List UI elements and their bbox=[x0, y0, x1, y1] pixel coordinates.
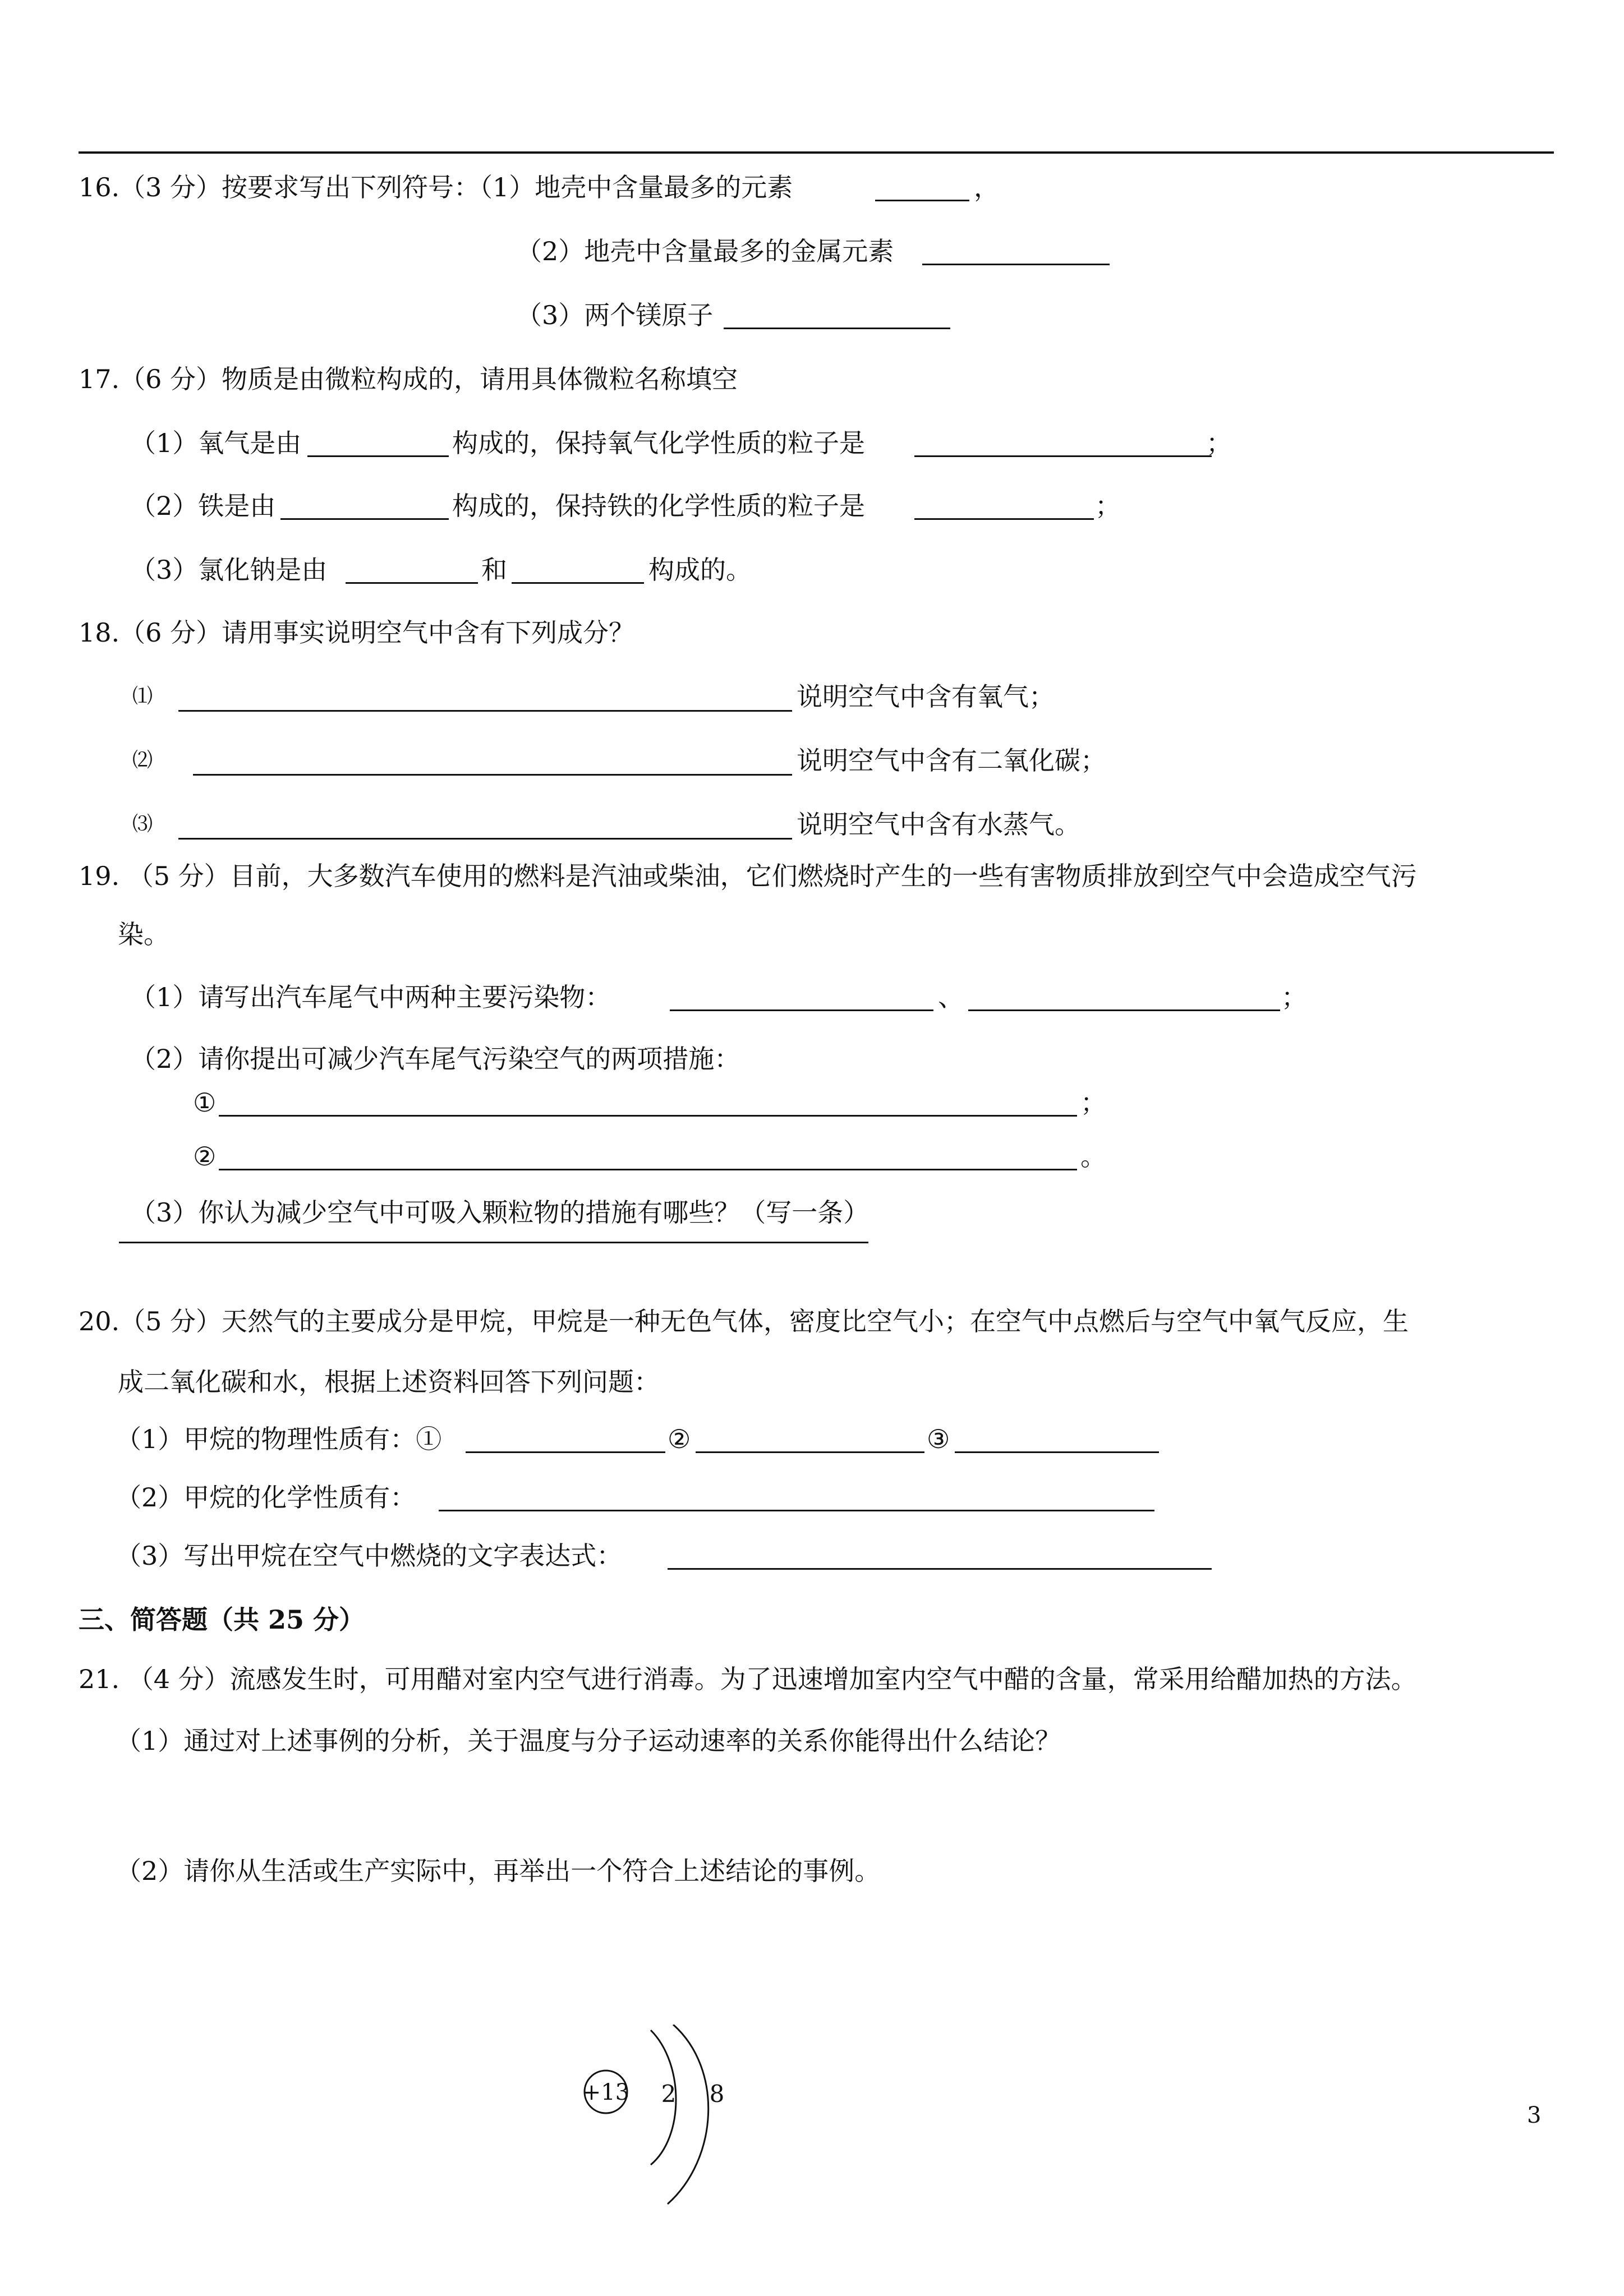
q16-stem: 16.（3 分）按要求写出下列符号：（1）地壳中含量最多的元素 bbox=[79, 172, 793, 202]
q16-stem-end: ， bbox=[974, 172, 1000, 202]
q20-stem-line-2: 成二氧化碳和水，根据上述资料回答下列问题： bbox=[118, 1367, 660, 1397]
atom-structure-svg bbox=[578, 2025, 740, 2210]
q17-blank-2b bbox=[914, 518, 1094, 520]
q16-part-2: （2）地壳中含量最多的金属元素 bbox=[516, 236, 894, 266]
nucleus-charge-label: +13 bbox=[582, 2080, 630, 2105]
q19-blank-measure-2 bbox=[219, 1169, 1077, 1170]
q19-measure-2-end: 。 bbox=[1080, 1141, 1106, 1172]
q21-part-2: （2）请你从生活或生产实际中，再举出一个符合上述结论的事例。 bbox=[116, 1856, 881, 1886]
q17-part-2c: ； bbox=[1095, 491, 1121, 521]
q16-blank-2 bbox=[922, 264, 1110, 265]
q17-stem: 17.（6 分）物质是由微粒构成的，请用具体微粒名称填空 bbox=[79, 364, 738, 394]
q20-blank-3 bbox=[668, 1568, 1212, 1570]
q19-measure-1-end: ； bbox=[1080, 1087, 1106, 1118]
q20-blank-2 bbox=[439, 1510, 1154, 1511]
q17-part-3c: 构成的。 bbox=[648, 555, 752, 585]
q17-part-1a: （1）氧气是由 bbox=[130, 428, 302, 458]
q19-part-1-separator: 、 bbox=[938, 982, 964, 1012]
q18-item-2-text: 说明空气中含有二氧化碳； bbox=[797, 745, 1106, 776]
q18-item-1-number: ⑴ bbox=[132, 685, 153, 708]
q19-part-1: （1）请写出汽车尾气中两种主要污染物： bbox=[130, 982, 611, 1012]
q18-item-3-text: 说明空气中含有水蒸气。 bbox=[797, 809, 1080, 840]
q18-blank-2 bbox=[193, 774, 792, 776]
q17-blank-1b bbox=[914, 455, 1212, 457]
q21-stem: 21. （4 分）流感发生时，可用醋对室内空气进行消毒。为了迅速增加室内空气中醋的含量，常采用给醋加热的方法。 bbox=[79, 1664, 1417, 1694]
q18-blank-3 bbox=[178, 838, 792, 840]
q17-blank-2a bbox=[280, 518, 449, 520]
q20-blank-1b bbox=[696, 1451, 924, 1453]
q17-part-2a: （2）铁是由 bbox=[130, 491, 276, 521]
q17-blank-3b bbox=[512, 582, 644, 584]
q17-part-3b: 和 bbox=[481, 555, 507, 585]
shell-2-electrons-label: 8 bbox=[709, 2080, 725, 2108]
q19-part-2: （2）请你提出可减少汽车尾气污染空气的两项措施： bbox=[130, 1044, 740, 1074]
q18-item-2-number: ⑵ bbox=[132, 749, 153, 772]
q20-part-1-marker-2: ② bbox=[668, 1424, 691, 1454]
q18-item-3-number: ⑶ bbox=[132, 813, 153, 836]
header-rule bbox=[79, 151, 1554, 154]
q20-part-1-marker-3: ③ bbox=[927, 1424, 950, 1454]
q19-measure-1-marker: ① bbox=[193, 1087, 217, 1118]
q19-blank-1a bbox=[670, 1009, 933, 1011]
q19-stem-line-1: 19. （5 分）目前，大多数汽车使用的燃料是汽油或柴油，它们燃烧时产生的一些有害物质排放到空气中会造成空气污 bbox=[79, 861, 1417, 891]
q16-part-3: （3）两个镁原子 bbox=[516, 300, 714, 330]
q17-part-1b: 构成的，保持氧气化学性质的粒子是 bbox=[452, 428, 865, 458]
q19-blank-3 bbox=[119, 1242, 868, 1243]
q20-part-3: （3）写出甲烷在空气中燃烧的文字表达式： bbox=[116, 1541, 623, 1571]
atom-structure-diagram bbox=[578, 2025, 740, 2210]
electron-shell-arc-2 bbox=[668, 2025, 709, 2204]
q19-blank-1b bbox=[968, 1009, 1280, 1011]
q17-part-3a: （3）氯化钠是由 bbox=[130, 555, 328, 585]
q20-part-1: （1）甲烷的物理性质有：① bbox=[116, 1424, 442, 1454]
q19-part-1-end: ； bbox=[1281, 982, 1307, 1012]
q17-blank-1a bbox=[307, 455, 449, 457]
page-number: 3 bbox=[1527, 2103, 1542, 2128]
q20-stem-line-1: 20.（5 分）天然气的主要成分是甲烷，甲烷是一种无色气体，密度比空气小；在空气中点燃后与空气中氧气反应，生 bbox=[79, 1306, 1409, 1336]
q20-blank-1c bbox=[955, 1451, 1159, 1453]
q19-part-3: （3）你认为减少空气中可吸入颗粒物的措施有哪些？（写一条） bbox=[130, 1197, 869, 1228]
q16-blank-1 bbox=[875, 200, 969, 201]
q18-stem: 18.（6 分）请用事实说明空气中含有下列成分？ bbox=[79, 617, 635, 648]
q20-blank-1a bbox=[466, 1451, 665, 1453]
q18-item-1-text: 说明空气中含有氧气； bbox=[797, 681, 1055, 712]
q19-measure-2-marker: ② bbox=[193, 1141, 217, 1172]
q21-part-1: （1）通过对上述事例的分析，关于温度与分子运动速率的关系你能得出什么结论？ bbox=[116, 1726, 1061, 1756]
q16-blank-3 bbox=[724, 328, 950, 329]
section-3-title: 三、简答题（共 25 分） bbox=[79, 1605, 365, 1635]
q17-blank-3a bbox=[346, 582, 478, 584]
q17-part-1c: ； bbox=[1206, 428, 1232, 458]
q19-blank-measure-1 bbox=[219, 1115, 1077, 1117]
q19-stem-line-2: 染。 bbox=[118, 919, 169, 949]
q20-part-2: （2）甲烷的化学性质有： bbox=[116, 1482, 416, 1513]
q18-blank-1 bbox=[178, 710, 792, 712]
shell-1-electrons-label: 2 bbox=[661, 2080, 677, 2108]
q17-part-2b: 构成的，保持铁的化学性质的粒子是 bbox=[452, 491, 865, 521]
